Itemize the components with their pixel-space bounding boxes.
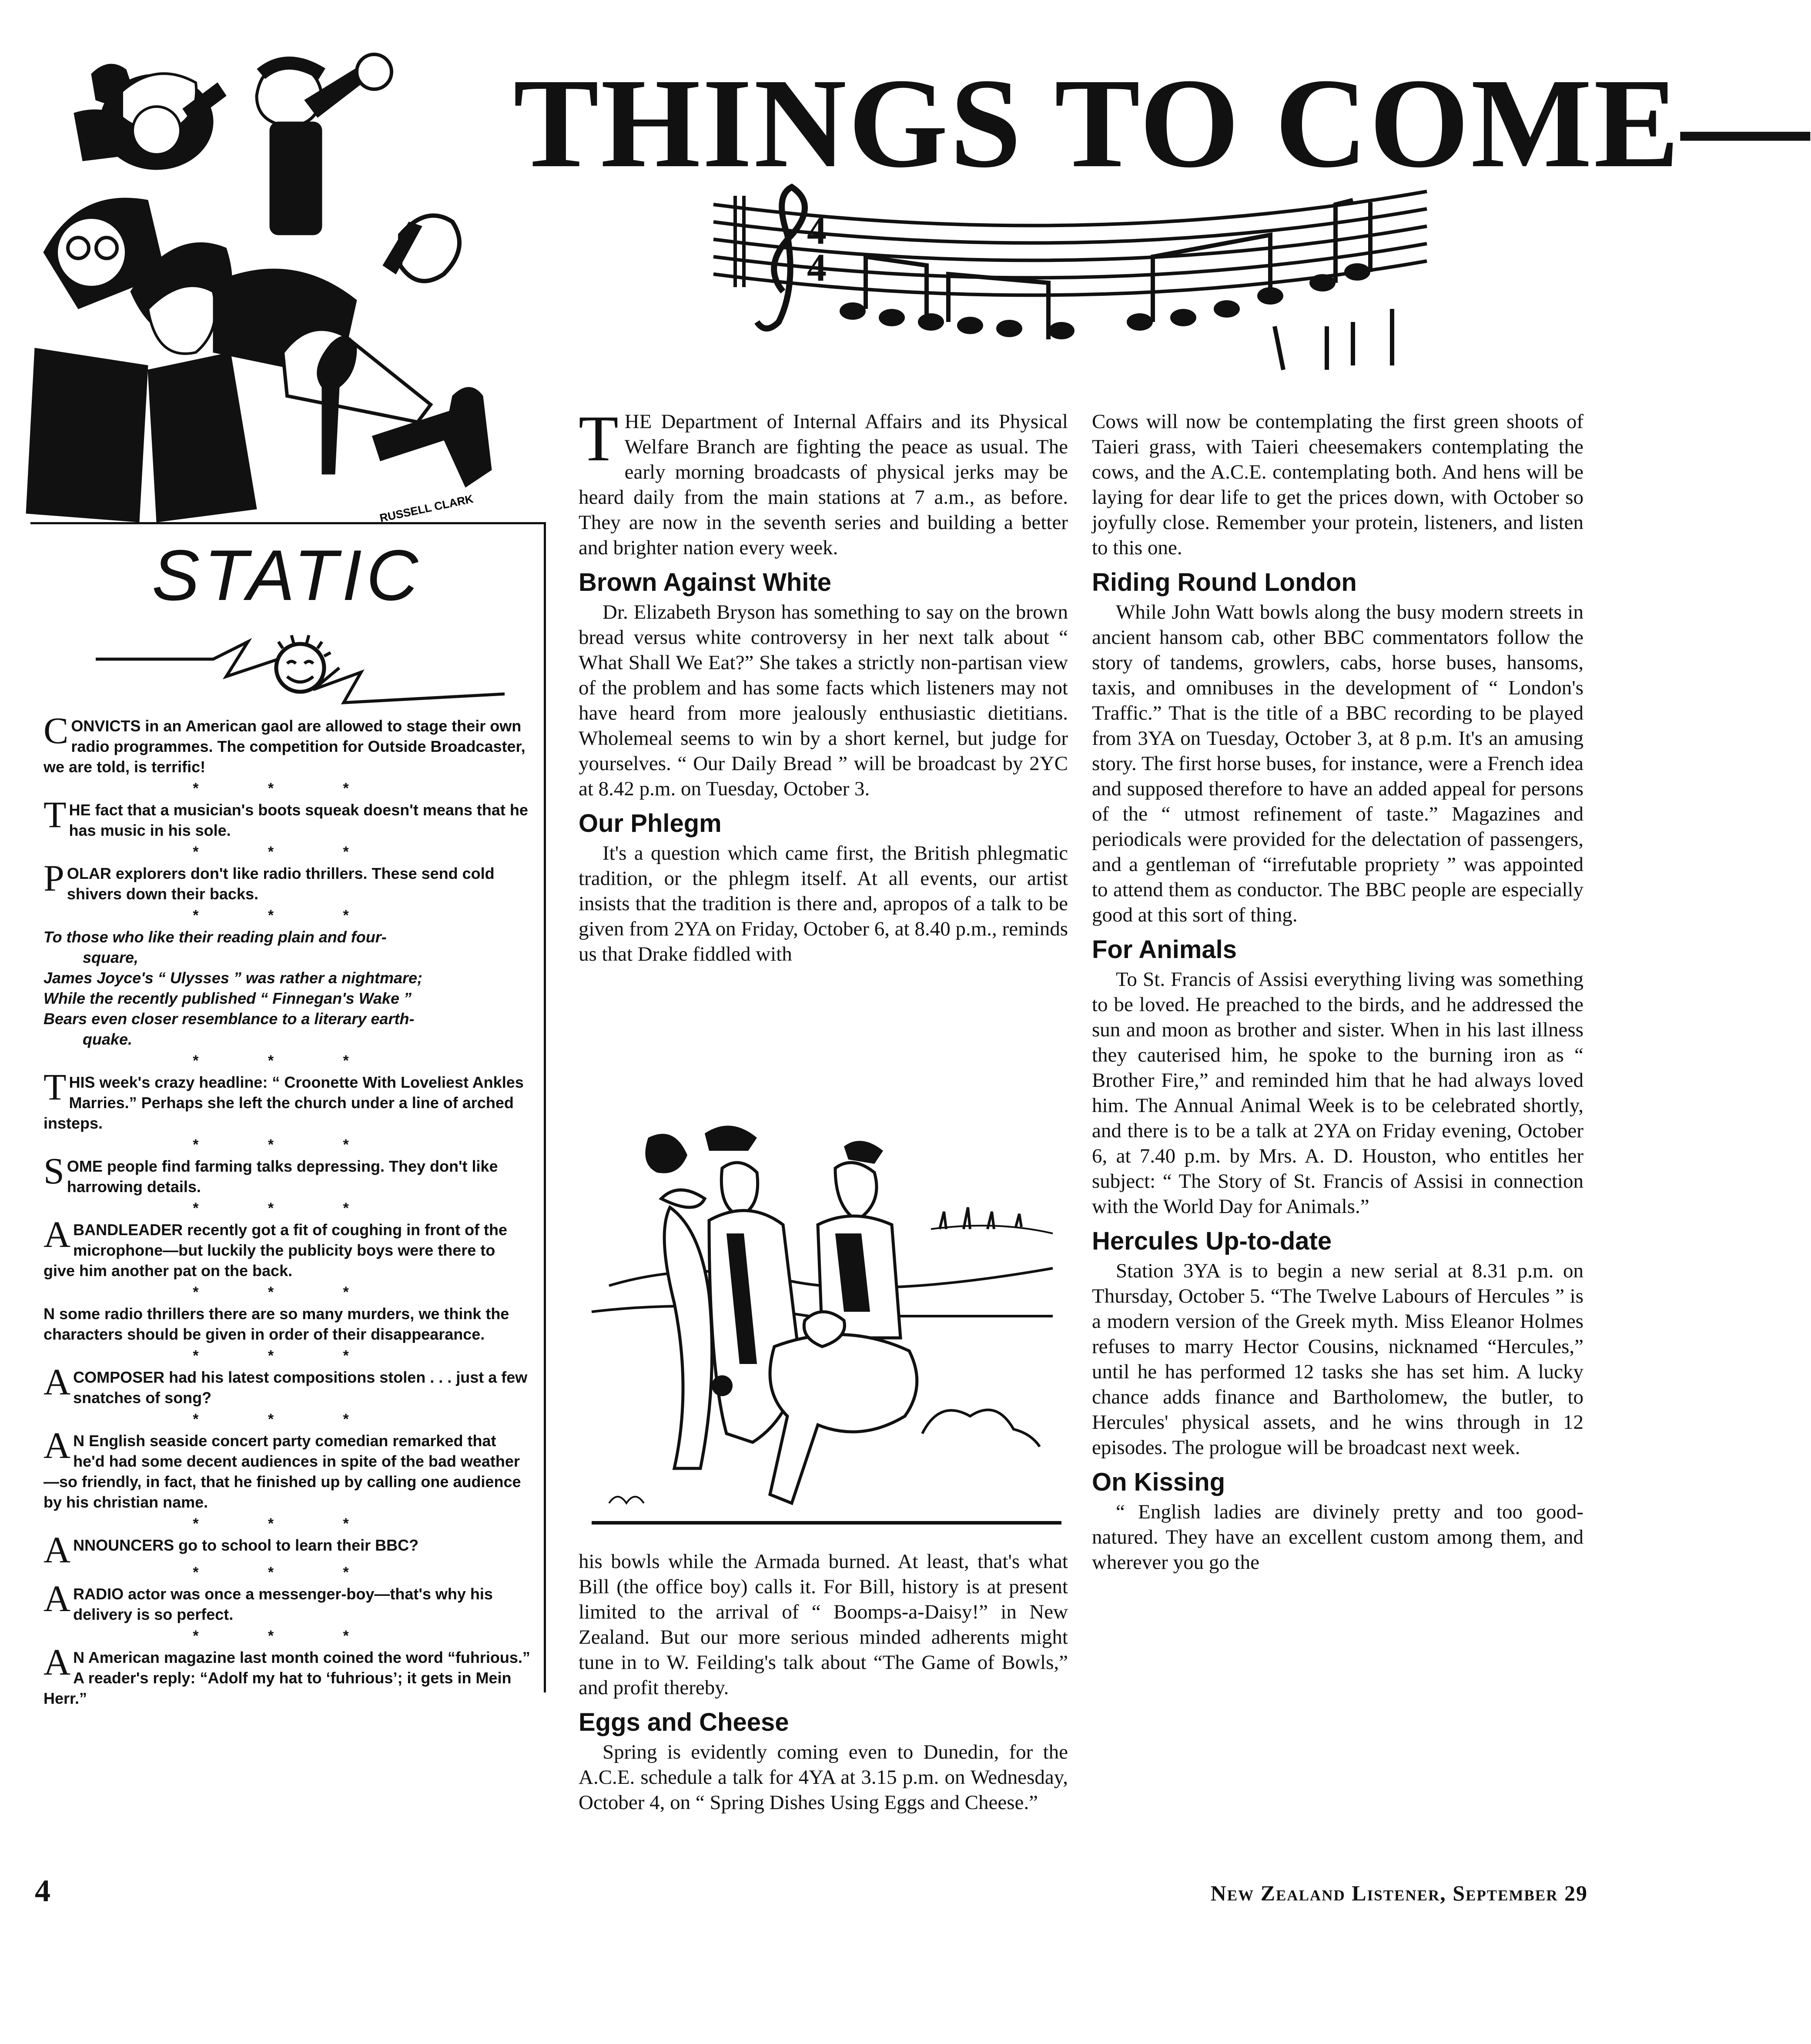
static-item-initial: T — [44, 794, 67, 835]
static-items — [44, 710, 531, 1711]
static-item-text: OME people find farming talks depressing. They don't like harrowing details. — [67, 1157, 498, 1196]
static-item — [44, 1424, 531, 1512]
verse-line: quake. — [83, 1030, 133, 1048]
heading-on-kissing: On Kissing — [1092, 1468, 1225, 1496]
static-item — [44, 1303, 531, 1344]
verse-line: To those who like their reading plain and four- — [44, 928, 387, 946]
star-separator: * * * — [193, 907, 382, 924]
time-sig-top: 4 — [807, 209, 827, 252]
heading-eggs-and-cheese: Eggs and Cheese — [579, 1708, 789, 1736]
star-separator: * * * — [193, 1564, 382, 1581]
star-separator: * * * — [193, 1347, 382, 1364]
static-item-initial: S — [44, 1150, 64, 1192]
intro-dropcap: T — [579, 402, 619, 475]
verse-line: Bears even closer resemblance to a literary earth- — [44, 1010, 415, 1028]
static-item-text: COMPOSER had his latest compositions stolen . . . just a few snatches of song? — [73, 1368, 528, 1407]
static-item — [44, 1361, 531, 1408]
star-separator: * * * — [193, 844, 382, 860]
static-item — [44, 1066, 531, 1133]
static-item-text: N American magazine last month coined the word “fuhrious.” A reader's reply: “Adolf my hat to ‘fuhrious’; it gets in Mein Herr.” — [44, 1649, 530, 1707]
star-separator: * * * — [193, 1052, 382, 1069]
heading-brown-against-white: Brown Against White — [579, 568, 832, 596]
intro-paragraph: THE Department of Internal Affairs and its Physical Welfare Branch are fighting the peace as usual. The early morning broadcasts of physical jerks may be heard daily from the main stations at 7 a.m., as before. They are now in the seventh series and building a better and brighter nation every week. — [579, 402, 1068, 559]
static-column — [30, 522, 546, 1707]
static-item-initial: A — [44, 1424, 71, 1466]
static-item-initial: A — [44, 1361, 71, 1403]
star-separator: * * * — [193, 1284, 382, 1300]
verse-line: James Joyce's “ Ulysses ” was rather a nightmare; — [44, 969, 422, 987]
static-item — [44, 1641, 531, 1709]
static-item-text: NNOUNCERS go to school to learn their BBC? — [73, 1536, 419, 1554]
static-item — [44, 1213, 531, 1281]
heading-riding-round-london: Riding Round London — [1092, 568, 1357, 596]
time-sig-bottom: 4 — [807, 246, 827, 289]
static-item-text: HIS week's crazy headline: “ Croonette With Loveliest Ankles Marries.” Perhaps she left the church under a line of arched insteps. — [44, 1073, 524, 1132]
article-column-middle — [579, 402, 1068, 967]
static-item-text: ONVICTS in an American gaol are allowed to stage their own radio programmes. The competition for Outside Broadcaster, we are told, is terrific! — [44, 717, 526, 776]
star-separator: * * * — [193, 1136, 382, 1153]
heading-our-phlegm: Our Phlegm — [579, 809, 722, 838]
static-item-initial: T — [44, 1066, 67, 1108]
phlegm-paragraph-continued: his bowls while the Armada burned. At least, that's what Bill (the office boy) calls it. For Bill, history is at present limited to the arrival of “ Boomps-a-Daisy!” in New Zealand. But our more serious minded adherents might tune in to W. Feilding's talk about “The Game of Bowls,” and profit thereby. — [579, 1550, 1068, 1699]
article-column-right — [1092, 409, 1583, 1575]
static-item — [44, 1529, 531, 1571]
static-item-text: RADIO actor was once a messenger-boy—that's why his delivery is so perfect. — [73, 1585, 493, 1623]
static-item — [44, 1578, 531, 1625]
static-item-initial: A — [44, 1213, 71, 1255]
article-column-middle-continued — [579, 1549, 1068, 1815]
animals-paragraph: To St. Francis of Assisi everything living was something to be loved. He preached to the birds, and he addressed the sun and moon as brother and sister. When in his last illness they cauterised him, he spoke to the burning iron as “ Brother Fire,” and reminded him that he had always loved him. The Annual Animal Week is to be celebrated shortly, and there is to be a talk at 2YA on Friday evening, October 6, at 7.40 p.m. by Mrs. A. D. Houston, who entitles her subject: “ The Story of St. Francis of Assisi in connection with the World Day for Animals.” — [1092, 968, 1583, 1218]
star-separator: * * * — [193, 1200, 382, 1216]
static-item-text: N English seaside concert party comedian remarked that he'd had some decent audiences in spite of the bad weather—so friendly, in fact, that he finished up by calling one audience by his christian name. — [44, 1432, 521, 1511]
static-item-text: BANDLEADER recently got a fit of coughing in front of the microphone—but luckily the publicity boys were there to give him another pat on the back. — [44, 1221, 508, 1280]
eggs-paragraph-continued: Cows will now be contemplating the first green shoots of Taieri grass, with Taieri cheesemakers contemplating the cows, and the A.C.E. contemplating both. And hens will be laying for dear life to get the prices down, with October so joyfully close. Remember your protein, listeners, and listen to this one. — [1092, 410, 1583, 559]
static-item-text: N some radio thrillers there are so many murders, we think the characters should be given in order of their disappearance. — [44, 1305, 509, 1343]
brown-paragraph: Dr. Elizabeth Bryson has something to say on the brown bread versus white controversy in her next talk about “ What Shall We Eat?” She takes a strictly non-partisan view of the problem and has some facts which listeners may not have heard from more jealously enthusiastic dietitians. Wholemeal seems to win by a short kernel, but judge for yourselves. “ Our Daily Bread ” will be broadcast by 2YC at 8.42 p.m. on Tuesday, October 3. — [579, 601, 1068, 800]
static-item-text: HE fact that a musician's boots squeak doesn't means that he has music in his sole. — [69, 801, 528, 839]
static-squiggle-illustration — [96, 620, 487, 703]
drake-bowls-illustration — [592, 1120, 1061, 1538]
kissing-paragraph: “ English ladies are divinely pretty and too good-natured. They have an excellent custom among them, and wherever you go the — [1092, 1501, 1583, 1574]
page-number: 4 — [35, 1873, 50, 1908]
eggs-paragraph: Spring is evidently coming even to Dunedin, for the A.C.E. schedule a talk for 4YA at 3.15 p.m. on Wednesday, October 4, on “ Spring Dishes Using Eggs and Cheese.” — [579, 1741, 1068, 1814]
publication-footer: New Zealand Listener, September 29 — [1210, 1881, 1588, 1905]
static-item — [44, 927, 531, 1049]
hercules-paragraph: Station 3YA is to begin a new serial at 8.31 p.m. on Thursday, October 5. “The Twelve Labours of Hercules ” is a modern version of the Greek myth. Miss Eleanor Holmes refuses to marry Hector Cousins, nicknamed “Hercules,” until he has performed 12 tasks she has set him. A lucky chance adds finance and Bartholomew, the butler, to Hercules' physical assets, and he wins through in 12 episodes. The prologue will be broadcast next week. — [1092, 1260, 1583, 1459]
page-title: THINGS TO COME— — [513, 52, 1811, 194]
verse-line: While the recently published “ Finnegan's Wake ” — [44, 989, 412, 1007]
star-separator: * * * — [193, 1411, 382, 1427]
star-separator: * * * — [193, 1515, 382, 1532]
static-item — [44, 710, 531, 777]
heading-hercules: Hercules Up-to-date — [1092, 1227, 1332, 1255]
static-item — [44, 857, 531, 904]
static-item-initial: P — [44, 857, 64, 899]
london-paragraph: While John Watt bowls along the busy modern streets in ancient hansom cab, other BBC commentators follow the story of tandems, growlers, cabs, horse buses, hansoms, taxis, and omnibuses in the development of “ London's Traffic.” That is the title of a BBC recording to be played from 3YA on Tuesday, October 3, at 8 p.m. It's an amusing story. The first horse buses, for instance, were a French idea and supposed therefore to have an added appeal for persons of the “ utmost refinement of taste.” Magazines and periodicals were provided for the delectation of passengers, and a gentleman of “irrefutable propriety ” was appointed to attend them as conductor. The BBC people are especially good at this sort of thing. — [1092, 601, 1583, 926]
jazz-band-illustration — [26, 48, 513, 525]
static-item-initial: C — [44, 710, 69, 751]
static-item-initial: A — [44, 1529, 71, 1571]
verse-line: square, — [83, 948, 139, 966]
star-separator: * * * — [193, 780, 382, 797]
static-title: STATIC — [151, 535, 423, 615]
static-item — [44, 794, 531, 841]
star-separator: * * * — [193, 1628, 382, 1644]
static-item-initial: A — [44, 1641, 71, 1683]
static-item — [44, 1150, 531, 1197]
music-staff-illustration — [705, 178, 1436, 383]
phlegm-paragraph: It's a question which came first, the British phlegmatic tradition, or the phlegm itself. At all events, our artist insists that the tradition is there and, apropos of a talk to be given from 2YA on Friday, October 6, at 8.40 p.m., reminds us that Drake fiddled with — [579, 842, 1068, 965]
heading-for-animals: For Animals — [1092, 935, 1237, 964]
illustrator-signature: RUSSELL CLARK — [378, 492, 475, 525]
static-item-initial: A — [44, 1578, 71, 1619]
static-item-text: OLAR explorers don't like radio thrillers. These send cold shivers down their backs. — [67, 865, 495, 903]
